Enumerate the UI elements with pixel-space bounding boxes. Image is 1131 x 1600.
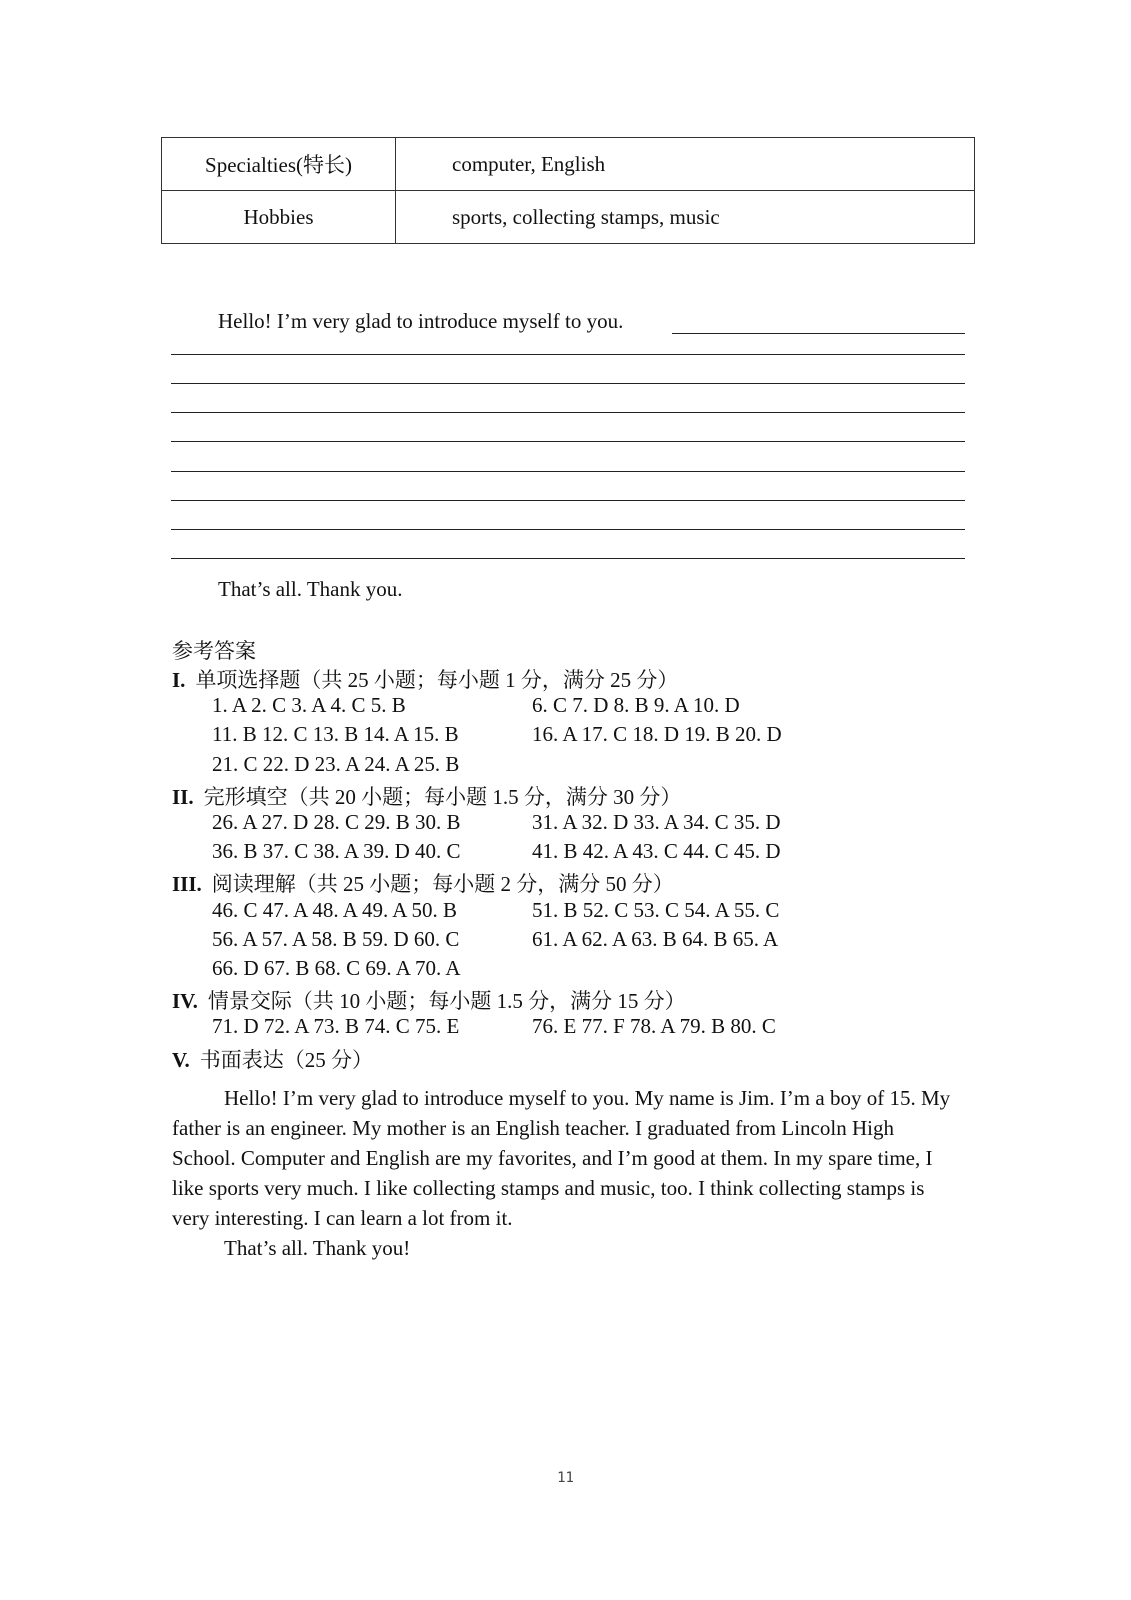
section-title: 书面表达（25 分）: [199, 1048, 373, 1072]
answer-row: 31. A 32. D 33. A 34. C 35. D: [532, 810, 781, 834]
answer-row: 51. B 52. C 53. C 54. A 55. C: [532, 898, 780, 922]
row-value: sports, collecting stamps, music: [396, 191, 975, 244]
section-title: 情景交际（共 10 小题；每小题 1.5 分，满分 15 分）: [207, 989, 686, 1013]
section-number: III.: [172, 872, 202, 896]
essay-closing: That’s all. Thank you!: [224, 1236, 411, 1260]
answer-row: 6. C 7. D 8. B 9. A 10. D: [532, 693, 740, 717]
answer-row: 46. C 47. A 48. A 49. A 50. B: [212, 898, 458, 922]
answer-row: 41. B 42. A 43. C 44. C 45. D: [532, 839, 781, 863]
section-title: 单项选择题（共 25 小题；每小题 1 分，满分 25 分）: [195, 668, 679, 692]
essay-body: Hello! I’m very glad to introduce myself to you. My name is Jim. I’m a boy of 15. My father is an engineer. My mother is an English teacher. I graduated from Lincoln High School. Computer and English are my favorites, and I’m good at them. In my spare time, I like sports very much. I like collecting stamps and music, too. I think collecting stamps is very interesting. I can learn a lot from it.: [172, 1086, 951, 1230]
writing-blank-line: [672, 333, 965, 334]
model-essay: [172, 1083, 962, 1263]
section-number: IV.: [172, 989, 198, 1013]
answer-row: 56. A 57. A 58. B 59. D 60. C: [212, 927, 460, 951]
answer-row: 71. D 72. A 73. B 74. C 75. E: [212, 1014, 460, 1038]
section-title: 完形填空（共 20 小题；每小题 1.5 分，满分 30 分）: [203, 785, 682, 809]
writing-blank-line: [171, 441, 965, 442]
table-row: [162, 191, 975, 244]
row-label: Hobbies: [162, 191, 396, 244]
writing-blank-line: [171, 471, 965, 472]
answer-row: 11. B 12. C 13. B 14. A 15. B: [212, 722, 459, 746]
writing-blank-line: [171, 383, 965, 384]
answer-row: 1. A 2. C 3. A 4. C 5. B: [212, 693, 406, 717]
row-value: computer, English: [396, 138, 975, 191]
table-row: [162, 138, 975, 191]
answer-row: 76. E 77. F 78. A 79. B 80. C: [532, 1014, 776, 1038]
section-heading: [172, 985, 686, 1015]
answer-row: 16. A 17. C 18. D 19. B 20. D: [532, 722, 782, 746]
section-number: I.: [172, 668, 186, 692]
writing-blank-line: [171, 558, 965, 559]
section-title: 阅读理解（共 25 小题；每小题 2 分，满分 50 分）: [211, 872, 674, 896]
answer-row: 66. D 67. B 68. C 69. A 70. A: [212, 956, 461, 980]
personal-info-table: [161, 137, 975, 244]
writing-opening: Hello! I’m very glad to introduce myself to you.: [218, 309, 624, 333]
writing-blank-line: [171, 500, 965, 501]
writing-blank-line: [171, 412, 965, 413]
answer-row: 36. B 37. C 38. A 39. D 40. C: [212, 839, 461, 863]
writing-blank-line: [171, 354, 965, 355]
section-heading: [172, 1044, 373, 1074]
section-number: V.: [172, 1048, 190, 1072]
answer-key-title: 参考答案: [172, 639, 256, 663]
page-number: 11: [557, 1470, 574, 1486]
answer-row: 26. A 27. D 28. C 29. B 30. B: [212, 810, 461, 834]
answer-row: 21. C 22. D 23. A 24. A 25. B: [212, 752, 460, 776]
writing-blank-line: [171, 529, 965, 530]
writing-closing: That’s all. Thank you.: [218, 577, 403, 601]
section-heading: [172, 781, 681, 811]
row-label: Specialties(特长): [162, 138, 396, 191]
answer-row: 61. A 62. A 63. B 64. B 65. A: [532, 927, 779, 951]
section-heading: [172, 664, 678, 694]
section-number: II.: [172, 785, 194, 809]
section-heading: [172, 868, 674, 898]
